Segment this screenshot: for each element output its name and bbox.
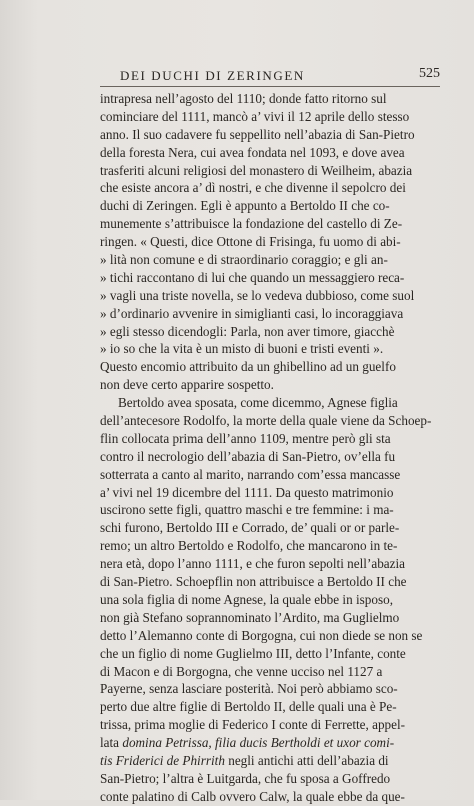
text-line: non già Stefano soprannominato l’Ardito, ma Guglielmo	[100, 609, 400, 625]
running-title: DEI DUCHI DI ZERINGEN	[120, 68, 305, 83]
paragraph-2	[100, 394, 446, 805]
text-line: a’ vivi nel 19 dicembre del 1111. Da questo matrimonio	[100, 484, 394, 500]
text-line: trissa, prima moglie di Federico I conte di Ferrette, appel-	[100, 717, 406, 733]
text-line: che un figlio di nome Guglielmo III, detto l’Infante, conte	[100, 645, 406, 661]
text-line: di San-Pietro. Schoepflin non attribuisce a Bertoldo II che	[100, 574, 407, 590]
text-line: contro il necrologio dell’abazia di San-Pietro, ov’ella fu	[100, 448, 396, 464]
header-rule	[100, 86, 440, 87]
text-line: » lità non comune e di straordinario coraggio; e gli an-	[100, 252, 388, 268]
body-text	[100, 90, 446, 806]
text-line: trasferiti alcuni religiosi del monastero di Weilheim, abazia	[100, 162, 413, 178]
text-line: dell’antecesore Rodolfo, la morte della quale viene da Schoep-	[100, 413, 432, 429]
text-line: uscirono sette figli, quattro maschi e tre femmine: i ma-	[100, 502, 394, 518]
text-line: sotterrata a canto al marito, narrando com’essa mancasse	[100, 466, 401, 482]
text-line: flin collocata prima dell’anno 1109, mentre però gli sta	[100, 430, 391, 446]
text-line: » io so che la vita è un misto di buoni e tristi eventi ».	[100, 341, 384, 357]
text-line: remo; un altro Bertoldo e Rodolfo, che mancarono in te-	[100, 538, 398, 554]
text-line: perto due altre figlie di Bertoldo II, delle quali una è Pe-	[100, 699, 397, 715]
paragraph-1	[100, 90, 446, 394]
text-line: » d’ordinario avvenire in simiglianti casi, lo incoraggiava	[100, 305, 404, 321]
text-line: nera età, dopo l’anno 1111, e che furon sepolti nell’abazia	[100, 556, 406, 572]
text-line: anno. Il suo cadavere fu seppellito nell’abazia di San-Pietro	[100, 126, 415, 142]
text-line: » tichi raccontano di lui che quando un messaggiero reca-	[100, 269, 405, 285]
text-line: schi furono, Bertoldo III e Corrado, de’ quali or or parle-	[100, 520, 400, 536]
text-line: di Macon e di Borgogna, che venne ucciso nel 1127 a	[100, 663, 383, 679]
text-line: intrapresa nell’agosto del 1110; donde fatto ritorno sul	[100, 91, 387, 106]
text-line: San-Pietro; l’altra è Luitgarda, che fu sposa a Goffredo	[100, 770, 391, 786]
text-line: che esiste ancora a’ dì nostri, e che divenne il sepolcro dei	[100, 180, 406, 196]
text-line: conte palatino di Calb ovvero Calw, la quale ebbe da que-	[100, 788, 405, 804]
text-line: ringen. « Questi, dice Ottone di Frisinga, fu uomo di abi-	[100, 234, 401, 250]
page-header	[100, 64, 440, 86]
text-line: duchi di Zeringen. Egli è appunto a Bertoldo II che co-	[100, 198, 390, 214]
page-number: 525	[419, 66, 440, 81]
text-line: non deve certo apparire sospetto.	[100, 377, 274, 393]
text-line: una sola figlia di nome Agnese, la quale ebbe in isposo,	[100, 591, 393, 607]
text-line: » vagli una triste novella, se lo vedeva dubbioso, come suol	[100, 287, 415, 303]
text-line: lata domina Petrissa, filia ducis Bertholdi et uxor comi-	[100, 735, 395, 751]
text-line: della foresta Nera, cui avea fondata nel 1093, e dove avea	[100, 144, 405, 160]
latin-quote: domina Petrissa, filia ducis Bertholdi et uxor comi-	[122, 735, 395, 751]
text-line: tis Friderici de Phirrith negli antichi atti dell’abazia di	[100, 752, 389, 768]
text-line: » egli stesso dicendogli: Parla, non aver timore, giacchè	[100, 323, 395, 339]
text-line: cominciare del 1111, mancò a’ vivi il 12 aprile dello stesso	[100, 108, 410, 124]
text-line: Questo encomio attribuito da un ghibellino ad un guelfo	[100, 359, 396, 375]
text-line: munemente s’attribuisce la fondazione del castello di Ze-	[100, 216, 403, 232]
text-line: Payerne, senza lasciare posterità. Noi però abbiamo sco-	[100, 681, 398, 697]
text-line: Bertoldo avea sposata, come dicemmo, Agnese figlia	[118, 395, 398, 411]
latin-quote: tis Friderici de Phirrith	[100, 752, 225, 768]
text-line: detto l’Alemanno conte di Borgogna, cui non diede se non se	[100, 627, 423, 643]
